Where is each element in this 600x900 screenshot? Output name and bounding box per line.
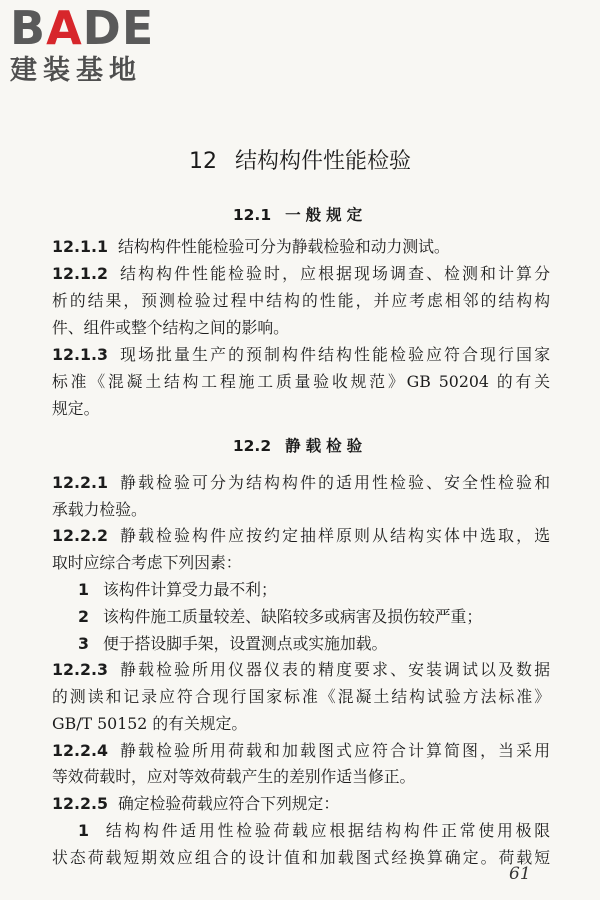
logo-brand: BADE [10,1,155,55]
clause-line: 取时应综合考虑下列因素： [52,553,242,572]
clause-number: 12.2.4 [52,741,108,760]
clause-number: 12.2.2 [52,526,108,545]
list-item: 1 结构构件适用性检验荷载应根据结构构件正常使用极限 [78,821,550,840]
chapter-title-text: 结构构件性能检验 [234,149,411,174]
clause-line: 承载力检验。 [52,500,147,519]
list-item: 2 该构件施工质量较差、缺陷较多或病害及损伤较严重； [78,607,483,626]
clause-line: 12.2.5 确定检验荷载应符合下列规定： [52,794,340,813]
clause-number: 12.1.3 [52,345,108,364]
section-heading: 12.1 一般规定 [232,206,368,224]
clause-line: GB/T 50152 的有关规定。 [52,714,248,733]
clause-number: 12.2.5 [52,794,108,813]
clause-number: 12.2.3 [52,660,108,679]
clause-line: 12.2.4 静载检验所用荷载和加载图式应符合计算简图，当采用 [52,741,550,760]
clause-line: 12.2.2 静载检验构件应按约定抽样原则从结构实体中选取，选 [52,526,550,545]
clause-line: 12.2.3 静载检验所用仪器仪表的精度要求、安装调试以及数据 [52,660,550,679]
site-logo [10,1,180,88]
clause-line: 等效荷载时，应对等效荷载产生的差别作适当修正。 [52,767,416,786]
clause-line: 析的结果，预测检验过程中结构的性能，并应考虑相邻的结构构 [52,291,550,310]
clause-number: 12.1.2 [52,264,108,283]
page-number: 61 [509,864,531,884]
chapter-number: 12 [188,149,217,174]
logo-tagline: 建装基地 [10,55,142,86]
clause-number: 12.2.1 [52,473,108,492]
section-heading: 12.2 静载检验 [232,437,368,455]
chapter-title [0,144,600,175]
clause-line: 12.1.1 结构构件性能检验可分为静载检验和动力测试。 [52,237,450,256]
clause-line: 件、组件或整个结构之间的影响。 [52,318,289,337]
clause-line: 规定。 [52,399,100,418]
clause-line: 12.1.3 现场批量生产的预制构件结构性能检验应符合现行国家 [52,345,550,364]
clause-line: 12.2.1 静载检验可分为结构构件的适用性检验、安全性检验和 [52,473,550,492]
clause-line: 12.1.2 结构构件性能检验时，应根据现场调查、检测和计算分 [52,264,550,283]
list-item: 1 该构件计算受力最不利； [78,580,277,599]
clause-line: 的测读和记录应符合现行国家标准《混凝土结构试验方法标准》 [52,687,550,706]
clause-line: 标准《混凝土结构工程施工质量验收规范》GB 50204 的有关 [52,372,550,391]
clause-number: 12.1.1 [52,237,108,256]
list-item: 3 便于搭设脚手架，设置测点或实施加载。 [78,634,388,653]
clause-line: 状态荷载短期效应组合的设计值和加载图式经换算确定。荷载短 [52,848,550,867]
